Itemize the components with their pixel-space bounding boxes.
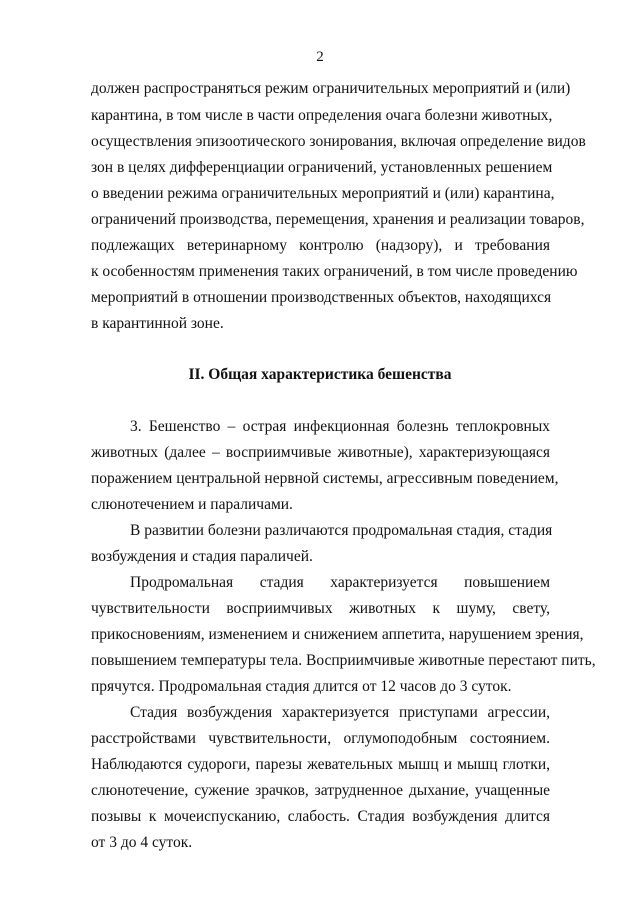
text-line: животных (далее – восприимчивые животные), характеризующаяся xyxy=(91,444,550,461)
text-line: должен распространяться режим ограничительных мероприятий и (или) xyxy=(91,80,571,97)
text-line: слюнотечением и параличами. xyxy=(91,496,293,513)
text-line: позывы к мочеиспусканию, слабость. Стадия возбуждения длится xyxy=(91,808,550,825)
text-line: зон в целях дифференциации ограничений, установленных решением xyxy=(91,159,553,176)
text-line: ограничений производства, перемещения, хранения и реализации товаров, xyxy=(91,211,585,228)
text-line: от 3 до 4 суток. xyxy=(91,834,193,851)
text-line: возбуждения и стадия параличей. xyxy=(91,548,313,565)
text-line: подлежащих ветеринарному контролю (надзору), и требования xyxy=(91,237,550,254)
text-line: Стадия возбуждения характеризуется приступами агрессии, xyxy=(130,704,550,721)
text-line: мероприятий в отношении производственных объектов, находящихся xyxy=(91,289,552,306)
text-line: 3. Бешенство – острая инфекционная болезнь теплокровных xyxy=(130,418,550,435)
text-line: о введении режима ограничительных мероприятий и (или) карантина, xyxy=(91,185,555,202)
text-line: В развитии болезни различаются продромальная стадия, стадия xyxy=(130,522,553,539)
text-line: слюнотечение, сужение зрачков, затрудненное дыхание, учащенные xyxy=(91,782,550,799)
page-number: 2 xyxy=(316,49,324,65)
text-line: Наблюдаются судороги, парезы жевательных мышц и мышц глотки, xyxy=(91,756,550,773)
text-line: прикосновениям, изменением и снижением аппетита, нарушением зрения, xyxy=(91,626,584,643)
section-heading: II. Общая характеристика бешенства xyxy=(188,366,452,383)
text-line: поражением центральной нервной системы, агрессивным поведением, xyxy=(91,470,559,487)
text-line: Продромальная стадия характеризуется повышением xyxy=(130,574,550,591)
text-line: осуществления эпизоотического зонирования, включая определение видов xyxy=(91,133,586,150)
text-line: чувствительности восприимчивых животных к шуму, свету, xyxy=(91,600,550,617)
text-line: в карантинной зоне. xyxy=(91,315,224,332)
text-line: к особенностям применения таких ограничений, в том числе проведению xyxy=(91,263,578,280)
text-line: карантина, в том числе в части определения очага болезни животных, xyxy=(91,107,553,124)
text-line: повышением температуры тела. Восприимчивые животные перестают пить, xyxy=(91,652,596,669)
text-line: прячутся. Продромальная стадия длится от 12 часов до 3 суток. xyxy=(91,678,512,695)
text-line: расстройствами чувствительности, оглумоподобным состоянием. xyxy=(91,730,550,747)
